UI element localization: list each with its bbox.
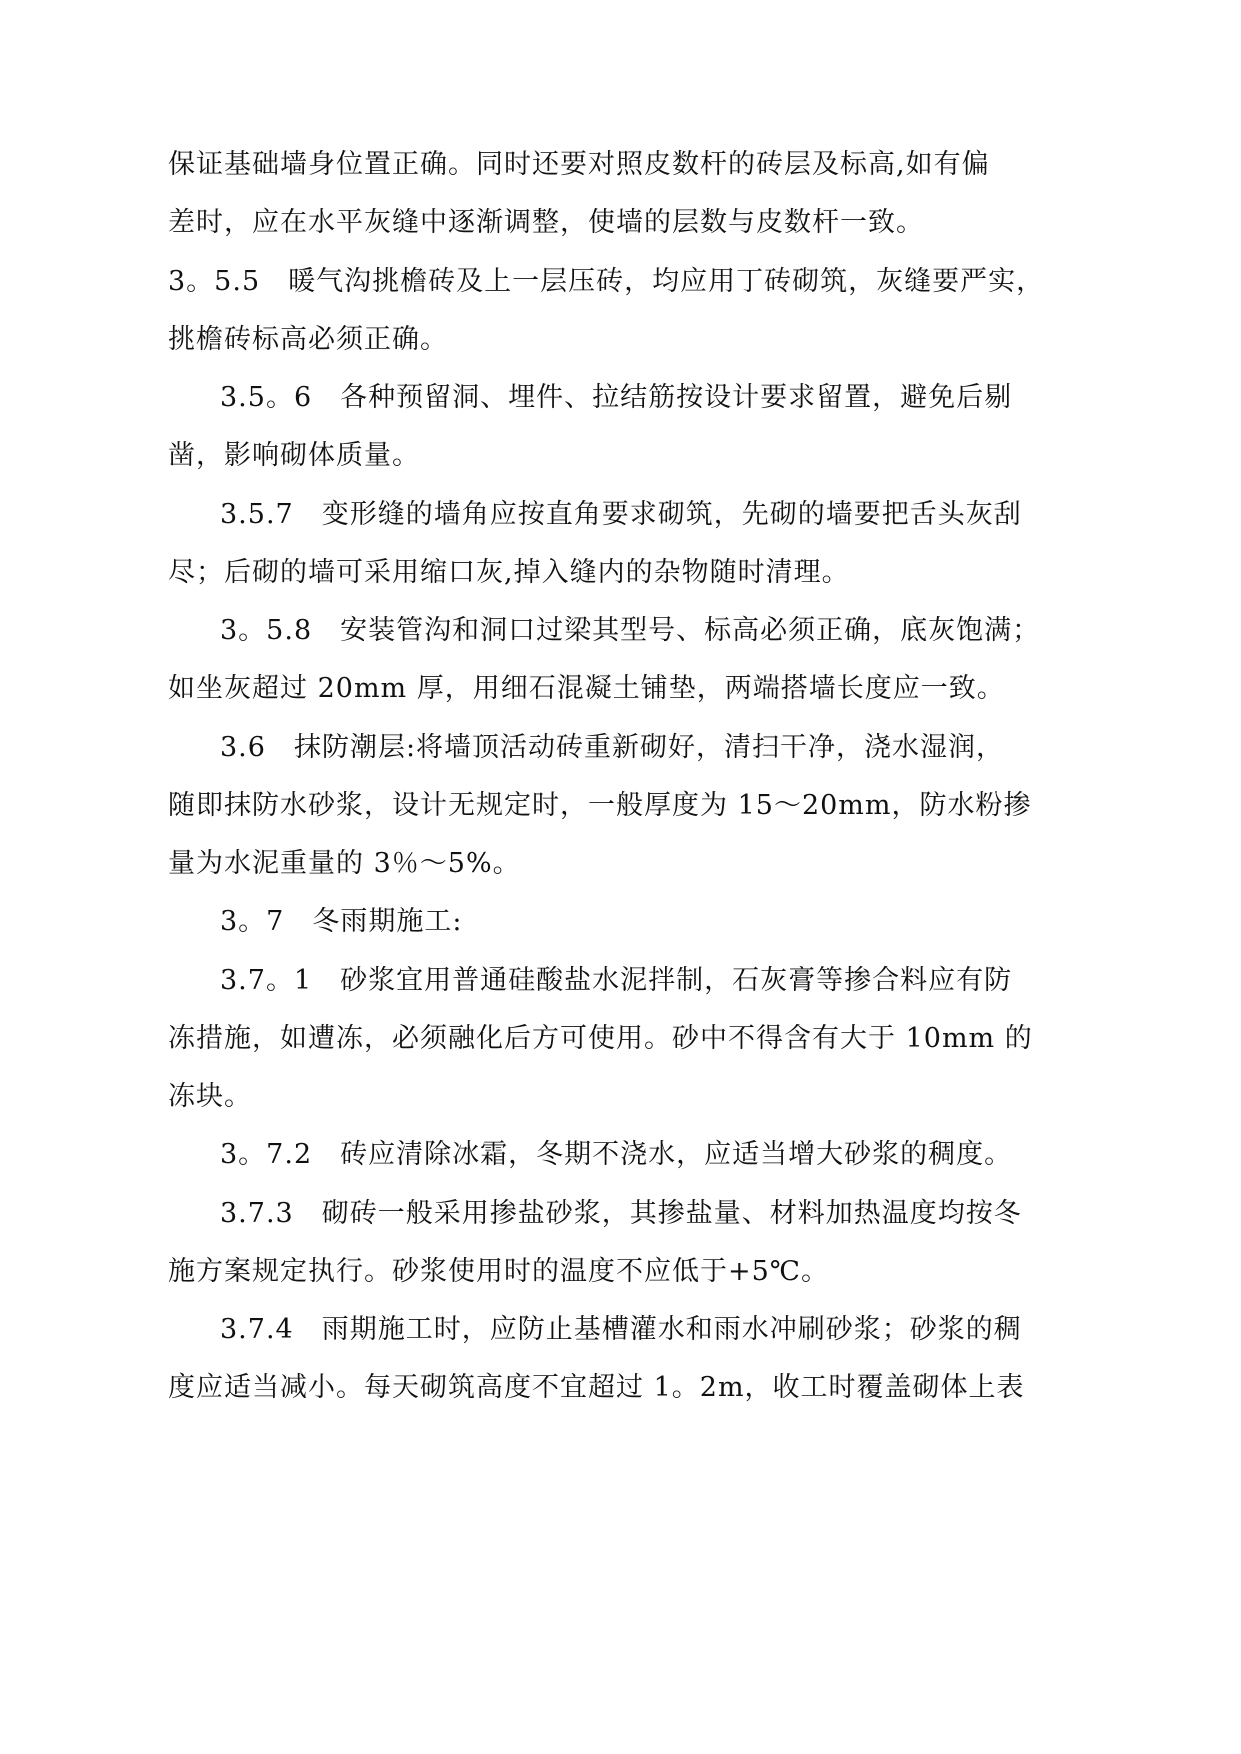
text-line: 3.5。6 各种预留洞、埋件、拉结筋按设计要求留置，避免后剔 [220, 382, 1013, 413]
text-line: 度应适当减小。每天砌筑高度不宜超过 1。2m，收工时覆盖砌体上表 [168, 1372, 1025, 1403]
text-line: 冻措施，如遭冻，必须融化后方可使用。砂中不得含有大于 10mm 的 [168, 1023, 1033, 1054]
text-line: 3.7。1 砂浆宜用普通硅酸盐水泥拌制，石灰膏等掺合料应有防 [220, 965, 1013, 996]
text-line: 保证基础墙身位置正确。同时还要对照皮数杆的砖层及标高,如有偏 [168, 149, 990, 180]
text-line: 3。5.8 安装管沟和洞口过梁其型号、标高必须正确，底灰饱满； [220, 615, 1041, 646]
text-line: 凿，影响砌体质量。 [168, 440, 420, 471]
text-line: 施方案规定执行。砂浆使用时的温度不应低于+5℃。 [168, 1256, 830, 1287]
text-line: 3。7 冬雨期施工: [220, 906, 463, 937]
text-line: 差时，应在水平灰缝中逐渐调整，使墙的层数与皮数杆一致。 [168, 207, 924, 238]
text-line: 3.5.7 变形缝的墙角应按直角要求砌筑，先砌的墙要把舌头灰刮 [220, 499, 1022, 530]
text-line: 挑檐砖标高必须正确。 [168, 324, 448, 355]
text-line: 3。5.5 暖气沟挑檐砖及上一层压砖，均应用丁砖砌筑，灰缝要严实， [168, 266, 1045, 297]
text-line: 随即抹防水砂浆，设计无规定时，一般厚度为 15～20mm，防水粉掺 [168, 790, 1032, 821]
text-line: 3.7.3 砌砖一般采用掺盐砂浆，其掺盐量、材料加热温度均按冬 [220, 1198, 1022, 1229]
text-line: 如坐灰超过 20mm 厚，用细石混凝土铺垫，两端搭墙长度应一致。 [168, 673, 1005, 704]
text-line: 3。7.2 砖应清除冰霜，冬期不浇水，应适当增大砂浆的稠度。 [220, 1139, 1013, 1170]
text-line: 尽；后砌的墙可采用缩口灰,掉入缝内的杂物随时清理。 [168, 557, 850, 588]
text-line: 3.7.4 雨期施工时，应防止基槽灌水和雨水冲刷砂浆；砂浆的稠 [220, 1314, 1022, 1345]
text-line: 冻块。 [168, 1081, 252, 1112]
text-line: 量为水泥重量的 3％～5%。 [168, 848, 521, 879]
text-line: 3.6 抹防潮层:将墙顶活动砖重新砌好，清扫干净，浇水湿润， [220, 732, 1005, 763]
